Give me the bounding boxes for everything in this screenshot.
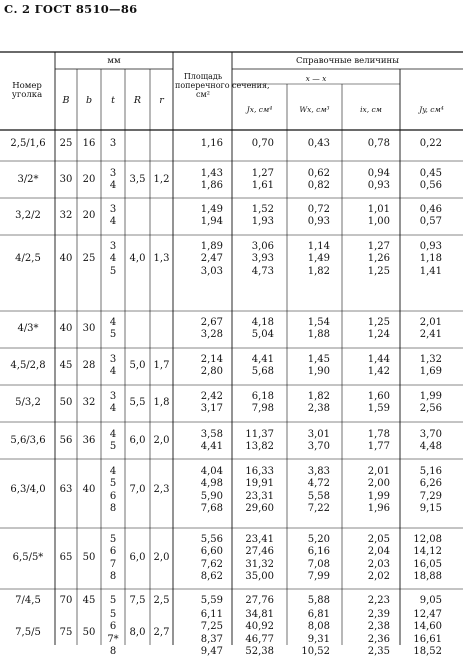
cell-Wx: 1,82 2,38 <box>307 391 330 415</box>
cell-ix: 1,60 1,59 <box>367 391 390 415</box>
header-reference: Справочные величины <box>296 56 399 66</box>
cell-R: 4,0 <box>129 253 146 265</box>
cell-num: 5,6/3,6 <box>10 435 46 447</box>
cell-b: 25 <box>82 253 96 265</box>
cell-num: 4,5/2,8 <box>10 360 46 372</box>
header-mm: мм <box>107 56 121 66</box>
cell-Wx: 0,72 0,93 <box>307 204 330 228</box>
cell-b: 20 <box>82 174 96 186</box>
cell-R: 8,0 <box>129 627 146 639</box>
cell-R: 7,0 <box>129 484 146 496</box>
cell-b: 16 <box>82 138 96 149</box>
cell-R: 5,5 <box>129 397 146 409</box>
cell-t: 4 5 6 8 <box>109 466 117 514</box>
cell-r: 2,7 <box>153 627 170 639</box>
cell-ix: 1,25 1,24 <box>367 317 390 341</box>
cell-R: 3,5 <box>129 174 146 186</box>
cell-b: 28 <box>82 360 96 372</box>
cell-area: 5,56 6,60 7,62 8,62 <box>200 534 223 582</box>
cell-r: 1,8 <box>153 397 170 409</box>
cell-ix: 2,39 2,38 2,36 2,35 <box>367 609 390 657</box>
cell-B: 65 <box>59 552 73 564</box>
cell-Jy: 3,70 4,48 <box>419 429 442 453</box>
cell-ix: 2,23 <box>367 595 390 606</box>
cell-t: 3 4 <box>109 204 117 228</box>
cell-ix: 1,78 1,77 <box>367 429 390 453</box>
cell-Jy: 0,93 1,18 1,41 <box>419 241 442 277</box>
header-t: t <box>111 95 115 106</box>
cell-ix: 2,01 2,00 1,99 1,96 <box>367 466 390 514</box>
cell-area: 4,04 4,98 5,90 7,68 <box>200 466 223 514</box>
cell-B: 75 <box>59 627 73 639</box>
cell-Wx: 3,01 3,70 <box>307 429 330 453</box>
cell-B: 40 <box>59 253 73 265</box>
cell-num: 3/2* <box>17 174 39 186</box>
cell-B: 30 <box>59 174 73 186</box>
header-area: Площадь поперечного сечения, см² <box>175 72 270 99</box>
header-number: Номер уголка <box>11 81 43 100</box>
header-r: r <box>159 95 164 106</box>
cell-num: 4/2,5 <box>15 253 41 265</box>
cell-Jy: 1,99 2,56 <box>419 391 442 415</box>
cell-t: 3 4 <box>109 168 117 192</box>
cell-Jy: 0,22 <box>419 138 442 149</box>
cell-area: 2,42 3,17 <box>200 391 223 415</box>
cell-B: 56 <box>59 435 73 447</box>
cell-area: 3,58 4,41 <box>200 429 223 453</box>
cell-Wx: 0,43 <box>307 138 330 149</box>
cell-area: 6,11 7,25 8,37 9,47 <box>200 609 223 657</box>
cell-b: 20 <box>82 210 96 222</box>
cell-r: 2,5 <box>153 595 170 606</box>
cell-t: 5 6 7 8 <box>109 534 117 582</box>
cell-ix: 1,27 1,26 1,25 <box>367 241 390 277</box>
cell-Jy: 2,01 2,41 <box>419 317 442 341</box>
cell-t: 5 6 7* 8 <box>107 609 119 657</box>
cell-b: 40 <box>82 484 96 496</box>
cell-Jx: 11,37 13,82 <box>245 429 274 453</box>
cell-B: 50 <box>59 397 73 409</box>
cell-Jx: 1,52 1,93 <box>251 204 274 228</box>
cell-Wx: 5,88 <box>307 595 330 606</box>
header-B: B <box>62 95 70 106</box>
cell-ix: 2,05 2,04 2,03 2,02 <box>367 534 390 582</box>
cell-t: 3 <box>109 138 117 149</box>
cell-num: 6,3/4,0 <box>10 484 46 496</box>
cell-b: 30 <box>82 323 96 335</box>
cell-b: 32 <box>82 397 96 409</box>
cell-b: 45 <box>82 595 96 606</box>
cell-b: 36 <box>82 435 96 447</box>
cell-r: 1,3 <box>153 253 170 265</box>
cell-Wx: 6,81 8,08 9,31 10,52 <box>301 609 330 657</box>
cell-Jx: 0,70 <box>251 138 274 149</box>
cell-B: 32 <box>59 210 73 222</box>
cell-R: 6,0 <box>129 435 146 447</box>
cell-t: 5 <box>109 595 117 606</box>
cell-num: 7,5/5 <box>15 627 41 639</box>
cell-R: 6,0 <box>129 552 146 564</box>
cell-area: 2,14 2,80 <box>200 354 223 378</box>
cell-t: 3 4 <box>109 391 117 415</box>
cell-Jy: 0,45 0,56 <box>419 168 442 192</box>
header-Wx: Wx, см³ <box>299 105 330 114</box>
header-Jy: Jy, см⁴ <box>419 105 444 114</box>
cell-R: 7,5 <box>129 595 146 606</box>
cell-Wx: 0,62 0,82 <box>307 168 330 192</box>
cell-t: 4 5 <box>109 317 117 341</box>
cell-Wx: 1,14 1,49 1,82 <box>307 241 330 277</box>
cell-Jx: 3,06 3,93 4,73 <box>251 241 274 277</box>
cell-Jy: 9,05 <box>419 595 442 606</box>
cell-B: 63 <box>59 484 73 496</box>
cell-Jx: 16,33 19,91 23,31 29,60 <box>245 466 274 514</box>
cell-Jx: 4,18 5,04 <box>251 317 274 341</box>
cell-num: 7/4,5 <box>15 595 41 606</box>
cell-Jx: 23,41 27,46 31,32 35,00 <box>245 534 274 582</box>
cell-Jx: 1,27 1,61 <box>251 168 274 192</box>
cell-area: 1,49 1,94 <box>200 204 223 228</box>
cell-Jx: 27,76 <box>245 595 274 606</box>
cell-t: 3 4 <box>109 354 117 378</box>
cell-Jx: 34,81 40,92 46,77 52,38 <box>245 609 274 657</box>
cell-area: 1,43 1,86 <box>200 168 223 192</box>
cell-ix: 0,94 0,93 <box>367 168 390 192</box>
header-axis-xx: x — x <box>305 74 327 83</box>
cell-area: 2,67 3,28 <box>200 317 223 341</box>
cell-b: 50 <box>82 627 96 639</box>
cell-Jy: 5,16 6,26 7,29 9,15 <box>419 466 442 514</box>
cell-B: 45 <box>59 360 73 372</box>
cell-ix: 0,78 <box>367 138 390 149</box>
cell-Wx: 1,54 1,88 <box>307 317 330 341</box>
cell-num: 3,2/2 <box>15 210 41 222</box>
cell-r: 2,3 <box>153 484 170 496</box>
cell-r: 2,0 <box>153 552 170 564</box>
cell-B: 40 <box>59 323 73 335</box>
header-Jx: Jx, см⁴ <box>246 105 273 114</box>
cell-num: 6,5/5* <box>12 552 44 564</box>
cell-ix: 1,01 1,00 <box>367 204 390 228</box>
cell-Jy: 1,32 1,69 <box>419 354 442 378</box>
cell-area: 1,16 <box>200 138 223 149</box>
cell-Jx: 4,41 5,68 <box>251 354 274 378</box>
cell-ix: 1,44 1,42 <box>367 354 390 378</box>
cell-R: 5,0 <box>129 360 146 372</box>
cell-B: 25 <box>59 138 73 149</box>
cell-r: 1,2 <box>153 174 170 186</box>
cell-Jx: 6,18 7,98 <box>251 391 274 415</box>
cell-r: 1,7 <box>153 360 170 372</box>
cell-num: 4/3* <box>17 323 39 335</box>
cell-Wx: 5,20 6,16 7,08 7,99 <box>307 534 330 582</box>
header-R: R <box>133 95 142 106</box>
header-ix: ix, см <box>360 105 382 114</box>
cell-Wx: 1,45 1,90 <box>307 354 330 378</box>
cell-B: 70 <box>59 595 73 606</box>
cell-Jy: 12,47 14,60 16,61 18,52 <box>413 609 442 657</box>
header-b: b <box>85 95 93 106</box>
cell-Wx: 3,83 4,72 5,58 7,22 <box>307 466 330 514</box>
cell-r: 2,0 <box>153 435 170 447</box>
cell-num: 2,5/1,6 <box>10 138 46 149</box>
cell-area: 1,89 2,47 3,03 <box>200 241 223 277</box>
cell-num: 5/3,2 <box>15 397 41 409</box>
cell-area: 5,59 <box>200 595 223 606</box>
cell-b: 50 <box>82 552 96 564</box>
cell-t: 3 4 5 <box>109 241 117 277</box>
page-header: С. 2 ГОСТ 8510—86 <box>4 2 138 16</box>
cell-Jy: 0,46 0,57 <box>419 204 442 228</box>
cell-t: 4 5 <box>109 429 117 453</box>
cell-Jy: 12,08 14,12 16,05 18,88 <box>413 534 442 582</box>
